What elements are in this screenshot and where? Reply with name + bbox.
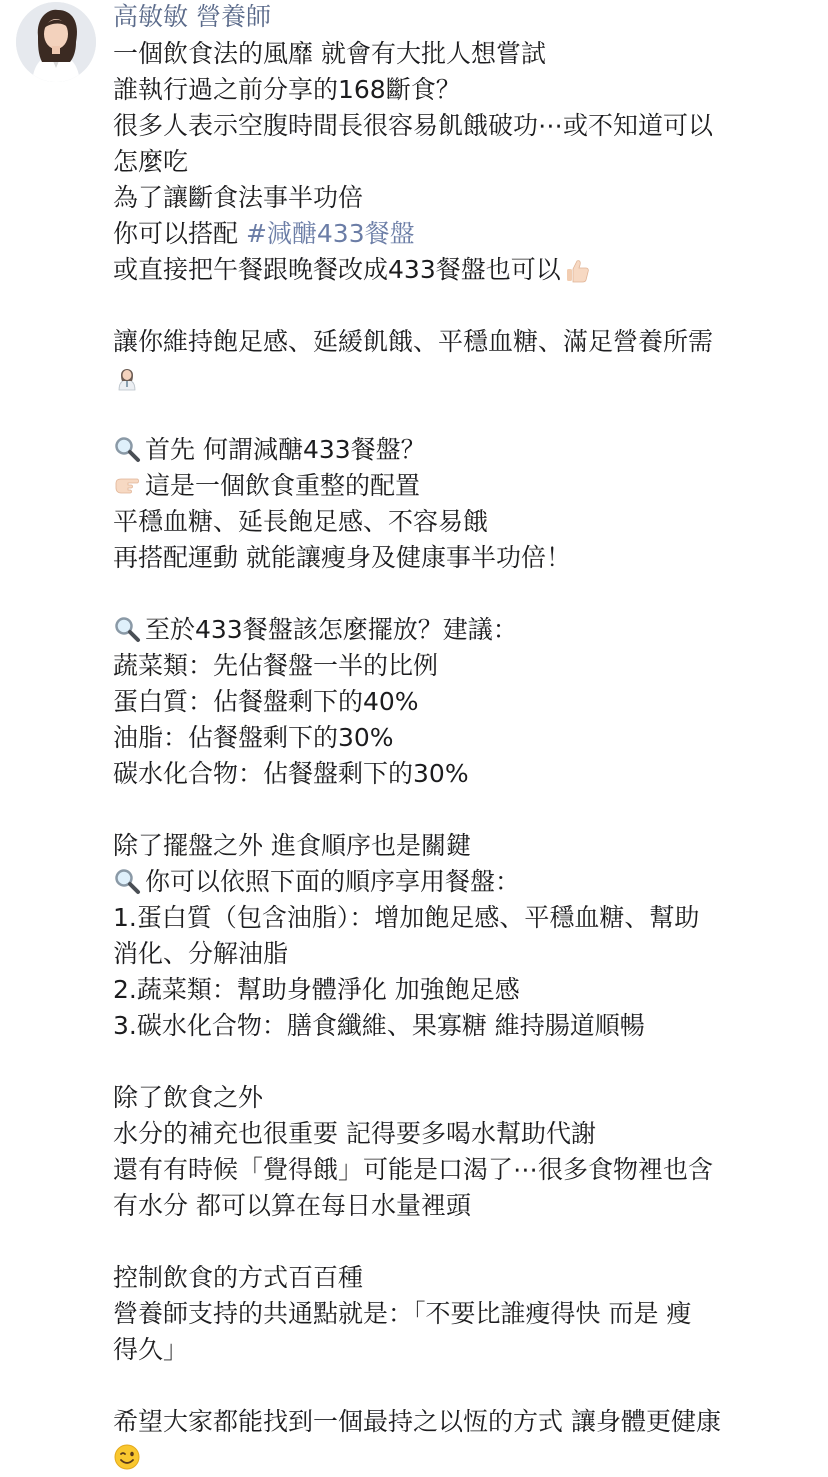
spacer (113, 792, 813, 828)
post-line-with-hashtag (113, 216, 813, 252)
post-text: 或直接把午餐跟晚餐改成433餐盤也可以 (113, 255, 561, 284)
post-line: 水分的補充也很重要 記得要多喝水幫助代謝 (113, 1119, 596, 1148)
winking-face-icon (113, 1443, 141, 1471)
thumbs-up-icon (563, 257, 591, 285)
emoji-line (113, 360, 813, 396)
spacer (113, 1368, 813, 1404)
spacer (113, 1044, 813, 1080)
post-line (113, 864, 813, 900)
post-line (113, 432, 813, 468)
post-line: 得久」 (113, 1335, 189, 1364)
post-text: 至於433餐盤該怎麼擺放？建議： (145, 615, 518, 644)
spacer (113, 396, 813, 432)
post-line: 1.蛋白質（包含油脂）：增加飽足感、平穩血糖、幫助 (113, 903, 700, 932)
post-text: 首先 何謂減醣433餐盤？ (145, 435, 426, 464)
post-line: 誰執行過之前分享的168斷食？ (113, 75, 461, 104)
post-line: 除了飲食之外 (113, 1083, 264, 1112)
post-text: 這是一個飲食重整的配置 (145, 471, 421, 500)
post-line: 還有有時候「覺得餓」可能是口渴了⋯很多食物裡也含 (113, 1155, 714, 1184)
post-text: 你可以搭配 (113, 219, 246, 248)
post-line: 讓你維持飽足感、延緩飢餓、平穩血糖、滿足營養所需 (113, 327, 714, 356)
post-line: 2.蔬菜類：幫助身體淨化 加強飽足感 (113, 975, 520, 1004)
post-line (113, 612, 813, 648)
backhand-index-pointing-right-icon (113, 471, 141, 499)
post-line: 平穩血糖、延長飽足感、不容易餓 (113, 507, 489, 536)
post-line: 蛋白質：佔餐盤剩下的40% (113, 687, 419, 716)
post-line: 消化、分解油脂 (113, 939, 289, 968)
post-line: 油脂：佔餐盤剩下的30% (113, 723, 394, 752)
spacer (113, 576, 813, 612)
hashtag-link[interactable]: #減醣433餐盤 (245, 219, 415, 248)
author-avatar[interactable] (16, 2, 96, 82)
post-line: 除了擺盤之外 進食順序也是關鍵 (113, 831, 471, 860)
magnifying-glass-icon (113, 867, 141, 895)
post-line: 希望大家都能找到一個最持之以恆的方式 讓身體更健康 (113, 1407, 721, 1436)
post-line: 一個飲食法的風靡 就會有大批人想嘗試 (113, 39, 546, 68)
post-line: 碳水化合物：佔餐盤剩下的30% (113, 759, 469, 788)
post-line: 營養師支持的共通點就是：「不要比誰瘦得快 而是 瘦 (113, 1299, 692, 1328)
author-name[interactable]: 高敏敏 營養師 (113, 2, 271, 31)
emoji-line (113, 1440, 813, 1476)
magnifying-glass-icon (113, 435, 141, 463)
post-line: 控制飲食的方式百百種 (113, 1263, 364, 1292)
post-line: 再搭配運動 就能讓瘦身及健康事半功倍！ (113, 543, 571, 572)
post-line (113, 252, 813, 288)
post-line: 很多人表示空腹時間長很容易飢餓破功⋯或不知道可以 (113, 111, 714, 140)
post-line (113, 468, 813, 504)
post-line: 3.碳水化合物：膳食纖維、果寡糖 維持腸道順暢 (113, 1011, 645, 1040)
spacer (113, 288, 813, 324)
post-line: 蔬菜類：先佔餐盤一半的比例 (113, 651, 439, 680)
magnifying-glass-icon (113, 615, 141, 643)
woman-health-worker-icon (113, 363, 141, 391)
spacer (113, 1224, 813, 1260)
avatar-image (16, 2, 96, 82)
post-content (113, 0, 813, 1476)
post-text: 你可以依照下面的順序享用餐盤： (145, 867, 521, 896)
post-line: 有水分 都可以算在每日水量裡頭 (113, 1191, 471, 1220)
post-line: 為了讓斷食法事半功倍 (113, 183, 364, 212)
post-line: 怎麼吃 (113, 147, 189, 176)
